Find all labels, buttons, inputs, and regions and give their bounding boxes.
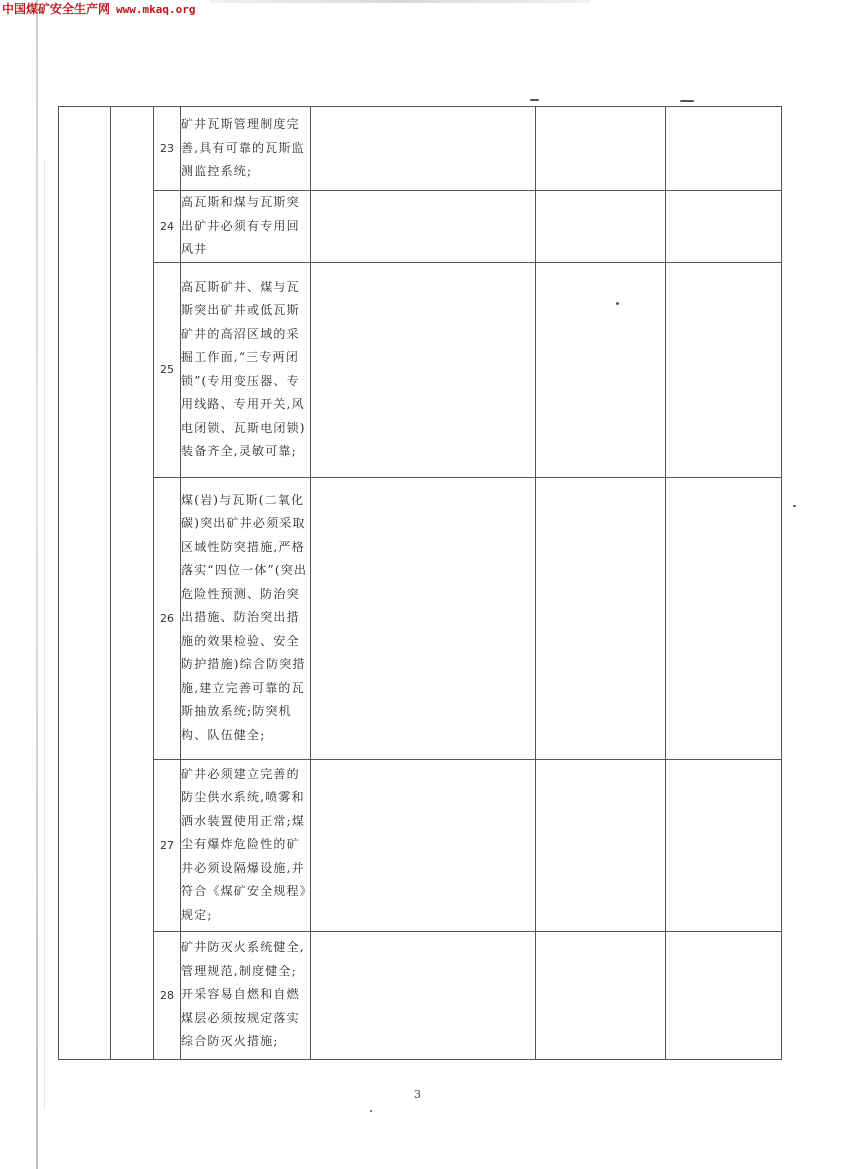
result-cell [536, 107, 666, 191]
result-cell [536, 262, 666, 477]
item-requirement: 矿井防灭火系统健全,管理规范,制度健全;开采容易自燃和自燃煤层必须按规定落实综合防灭火措施; [181, 931, 311, 1059]
remark-cell [666, 262, 782, 477]
assessment-cell [311, 759, 536, 931]
table-row [59, 931, 782, 1059]
page-number: 3 [414, 1088, 421, 1101]
item-number: 27 [154, 759, 181, 931]
scan-speck [370, 1110, 372, 1112]
scan-speck [680, 100, 694, 102]
item-requirement: 矿井瓦斯管理制度完善,具有可靠的瓦斯监测监控系统; [181, 107, 311, 191]
item-number: 24 [154, 191, 181, 263]
item-number: 25 [154, 262, 181, 477]
item-requirement: 煤(岩)与瓦斯(二氧化碳)突出矿井必须采取区域性防突措施,严格落实“四位一体”(突出危险性预测、防治突出措施、防治突出措施的效果检验、安全防护措施)综合防突措施,建立完善可靠的瓦斯抽放系统;防突机构、队伍健全; [181, 477, 311, 759]
scan-edge-shadow [36, 0, 38, 1169]
table-row [59, 477, 782, 759]
scan-speck [616, 302, 619, 305]
item-requirement: 高瓦斯矿井、煤与瓦斯突出矿井或低瓦斯矿井的高沼区域的采掘工作面,“三专两闭锁”(专用变压器、专用线路、专用开关,风电闭锁、瓦斯电闭锁)装备齐全,灵敏可靠; [181, 262, 311, 477]
result-cell [536, 191, 666, 263]
item-number: 28 [154, 931, 181, 1059]
table-row [59, 759, 782, 931]
category-cell [59, 107, 111, 1060]
remark-cell [666, 477, 782, 759]
result-cell [536, 931, 666, 1059]
table-row [59, 107, 782, 191]
watermark[interactable] [2, 0, 196, 17]
table-row [59, 262, 782, 477]
item-number: 23 [154, 107, 181, 191]
remark-cell [666, 759, 782, 931]
remark-cell [666, 107, 782, 191]
scan-speck [530, 99, 539, 101]
checklist-table [58, 106, 782, 1060]
watermark-site-name: 中国煤矿安全生产网 [2, 2, 111, 16]
item-requirement: 矿井必须建立完善的防尘供水系统,喷雾和洒水装置使用正常;煤尘有爆炸危险性的矿井必须设隔爆设施,并符合《煤矿安全规程》规定; [181, 759, 311, 931]
assessment-cell [311, 191, 536, 263]
assessment-cell [311, 477, 536, 759]
item-number: 26 [154, 477, 181, 759]
assessment-cell [311, 262, 536, 477]
scan-top-stripe [210, 0, 590, 3]
result-cell [536, 759, 666, 931]
subcategory-cell [111, 107, 154, 1060]
remark-cell [666, 191, 782, 263]
remark-cell [666, 931, 782, 1059]
scan-speck [793, 505, 796, 507]
watermark-url[interactable]: www.mkaq.org [116, 3, 196, 16]
scan-edge-shadow-inner [44, 160, 45, 1110]
result-cell [536, 477, 666, 759]
table-row [59, 191, 782, 263]
item-requirement: 高瓦斯和煤与瓦斯突出矿井必须有专用回风井 [181, 191, 311, 263]
assessment-cell [311, 107, 536, 191]
assessment-cell [311, 931, 536, 1059]
